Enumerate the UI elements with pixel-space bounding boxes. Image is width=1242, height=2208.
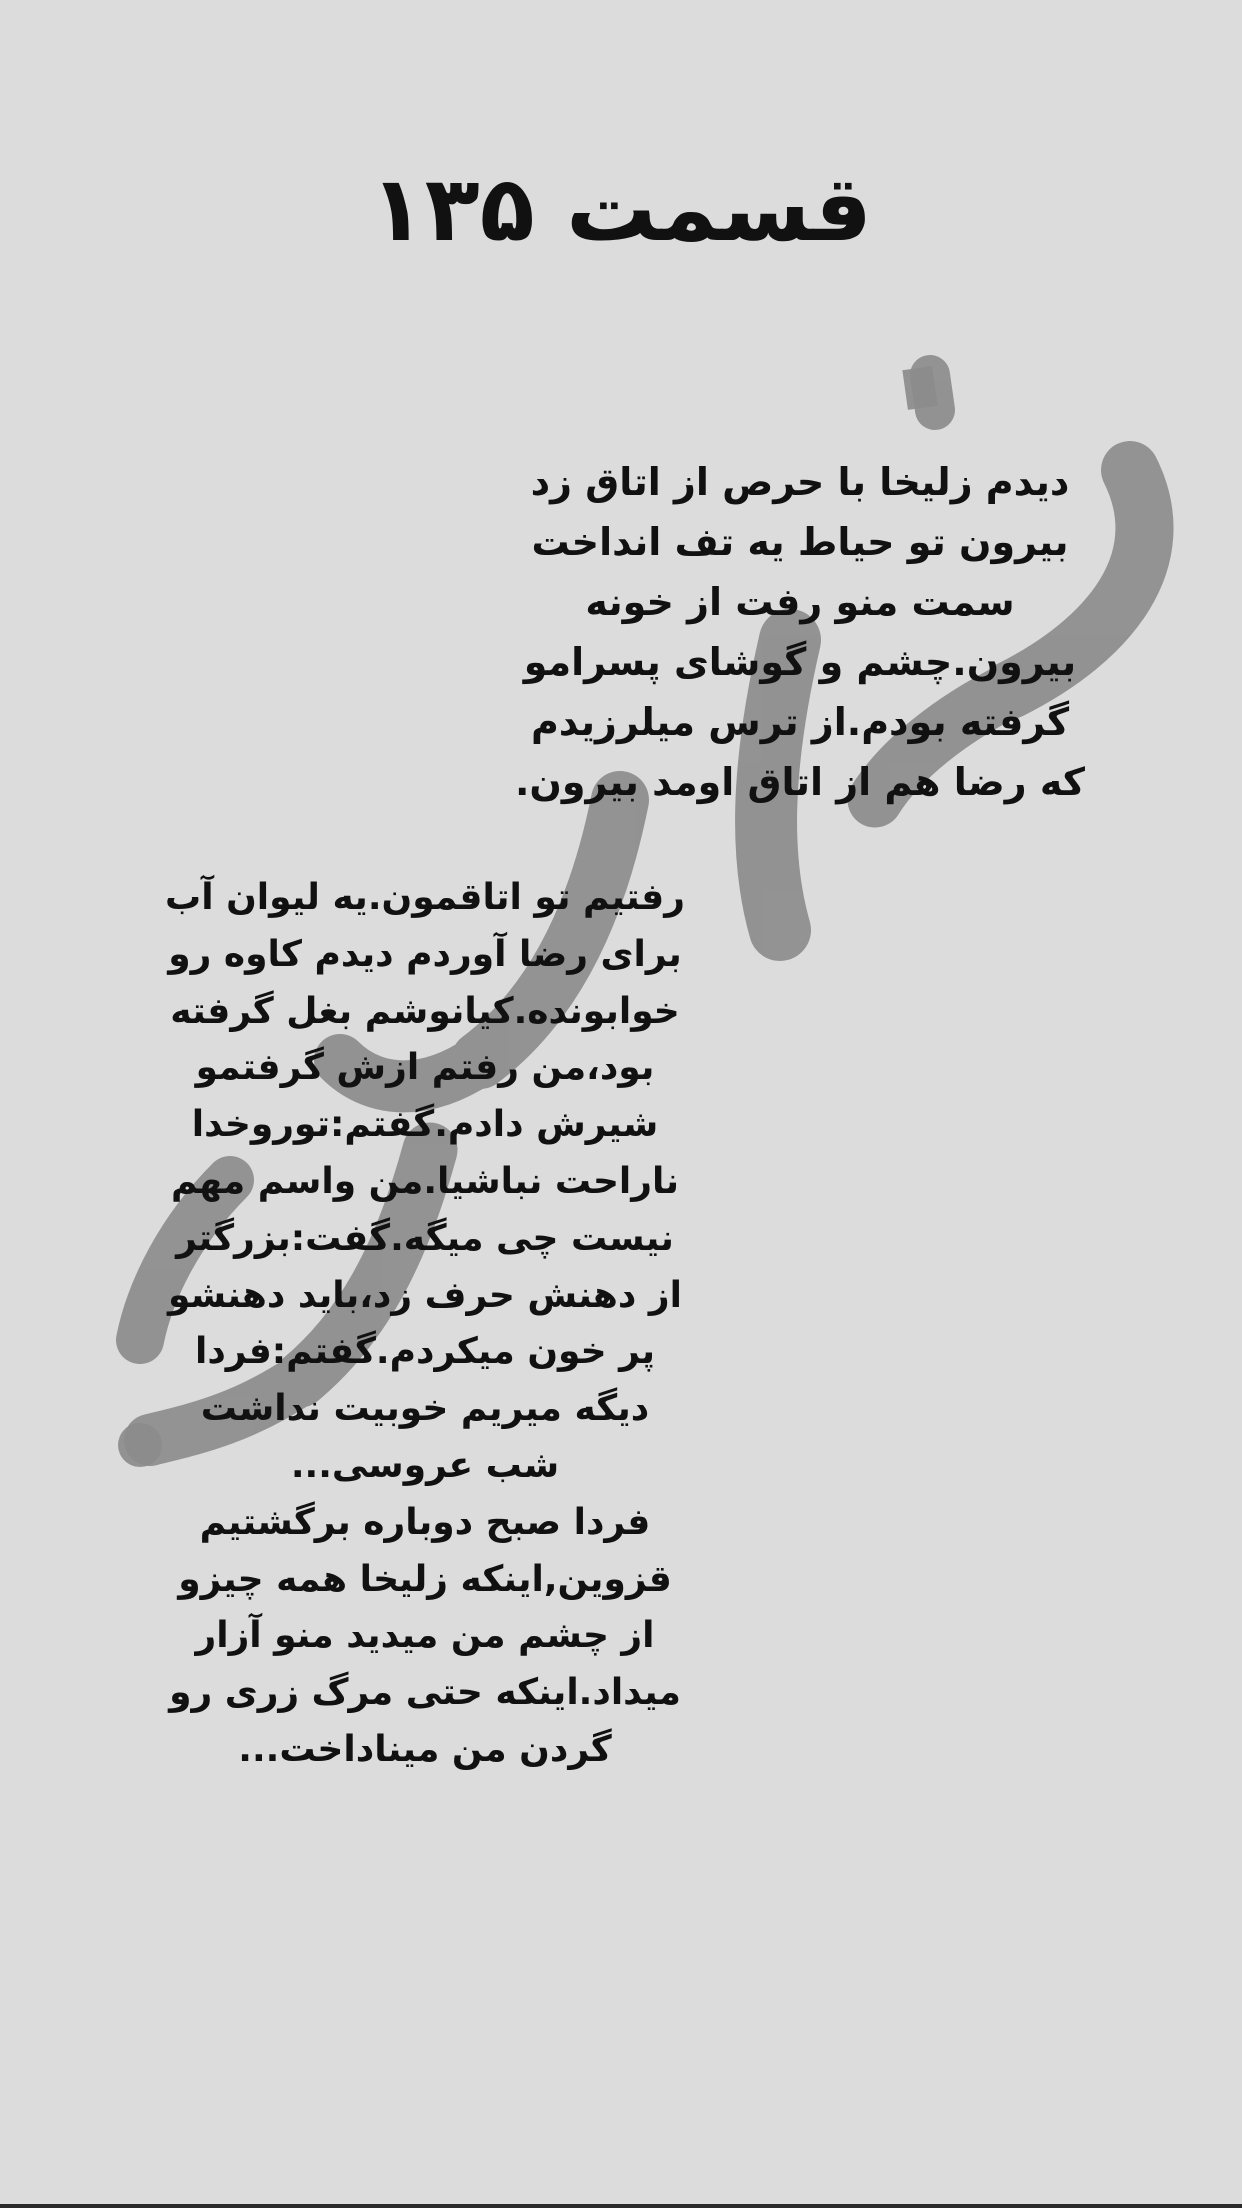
text-line: دیگه میریم خوبیت نداشت	[200, 1388, 650, 1430]
text-line: سمت منو رفت از خونه	[585, 580, 1015, 624]
text-line: شیرش دادم.گفتم:توروخدا	[191, 1104, 659, 1146]
text-line: قزوین,اینکه زلیخا همه چیزو	[178, 1558, 672, 1600]
text-line: شب عروسی...	[290, 1444, 560, 1486]
bottom-divider	[0, 2204, 1242, 2208]
text-line: از چشم من میدید منو آزار	[195, 1615, 655, 1657]
text-line: گرفته بودم.از ترس میلرزیدم	[530, 700, 1070, 744]
text-line: دیدم زلیخا با حرص از اتاق زد	[530, 460, 1070, 504]
story-paragraph-2	[145, 870, 705, 1779]
text-line: بیرون.چشم و گوشای پسرامو	[523, 640, 1077, 684]
text-line: گردن من میناداخت...	[238, 1728, 612, 1770]
text-line: پر خون میکردم.گفتم:فردا	[194, 1331, 656, 1373]
text-line: ناراحت نباشیا.من واسم مهم	[170, 1160, 680, 1202]
text-line: میداد.اینکه حتی مرگ زری رو	[169, 1672, 681, 1714]
text-line: نیست چی میگه.گفت:بزرگتر	[176, 1217, 674, 1259]
text-line: که رضا هم از اتاق اومد بیرون.	[515, 760, 1085, 804]
story-paragraph-1	[505, 452, 1095, 812]
text-line: بود،من رفتم ازش گرفتمو	[195, 1047, 655, 1089]
text-line: بیرون تو حیاط یه تف انداخت	[531, 520, 1069, 564]
text-line: خوابونده.کیانوشم بغل گرفته	[170, 990, 680, 1032]
text-line: برای رضا آوردم دیدم کاوه رو	[168, 933, 682, 975]
page-title: قسمت ۱۳۵	[369, 157, 873, 262]
text-line: رفتیم تو اتاقمون.یه لیوان آب	[165, 877, 685, 918]
text-line: فردا صبح دوباره برگشتیم	[199, 1501, 651, 1543]
text-line: از دهنش حرف زد،باید دهنشو	[168, 1274, 682, 1316]
